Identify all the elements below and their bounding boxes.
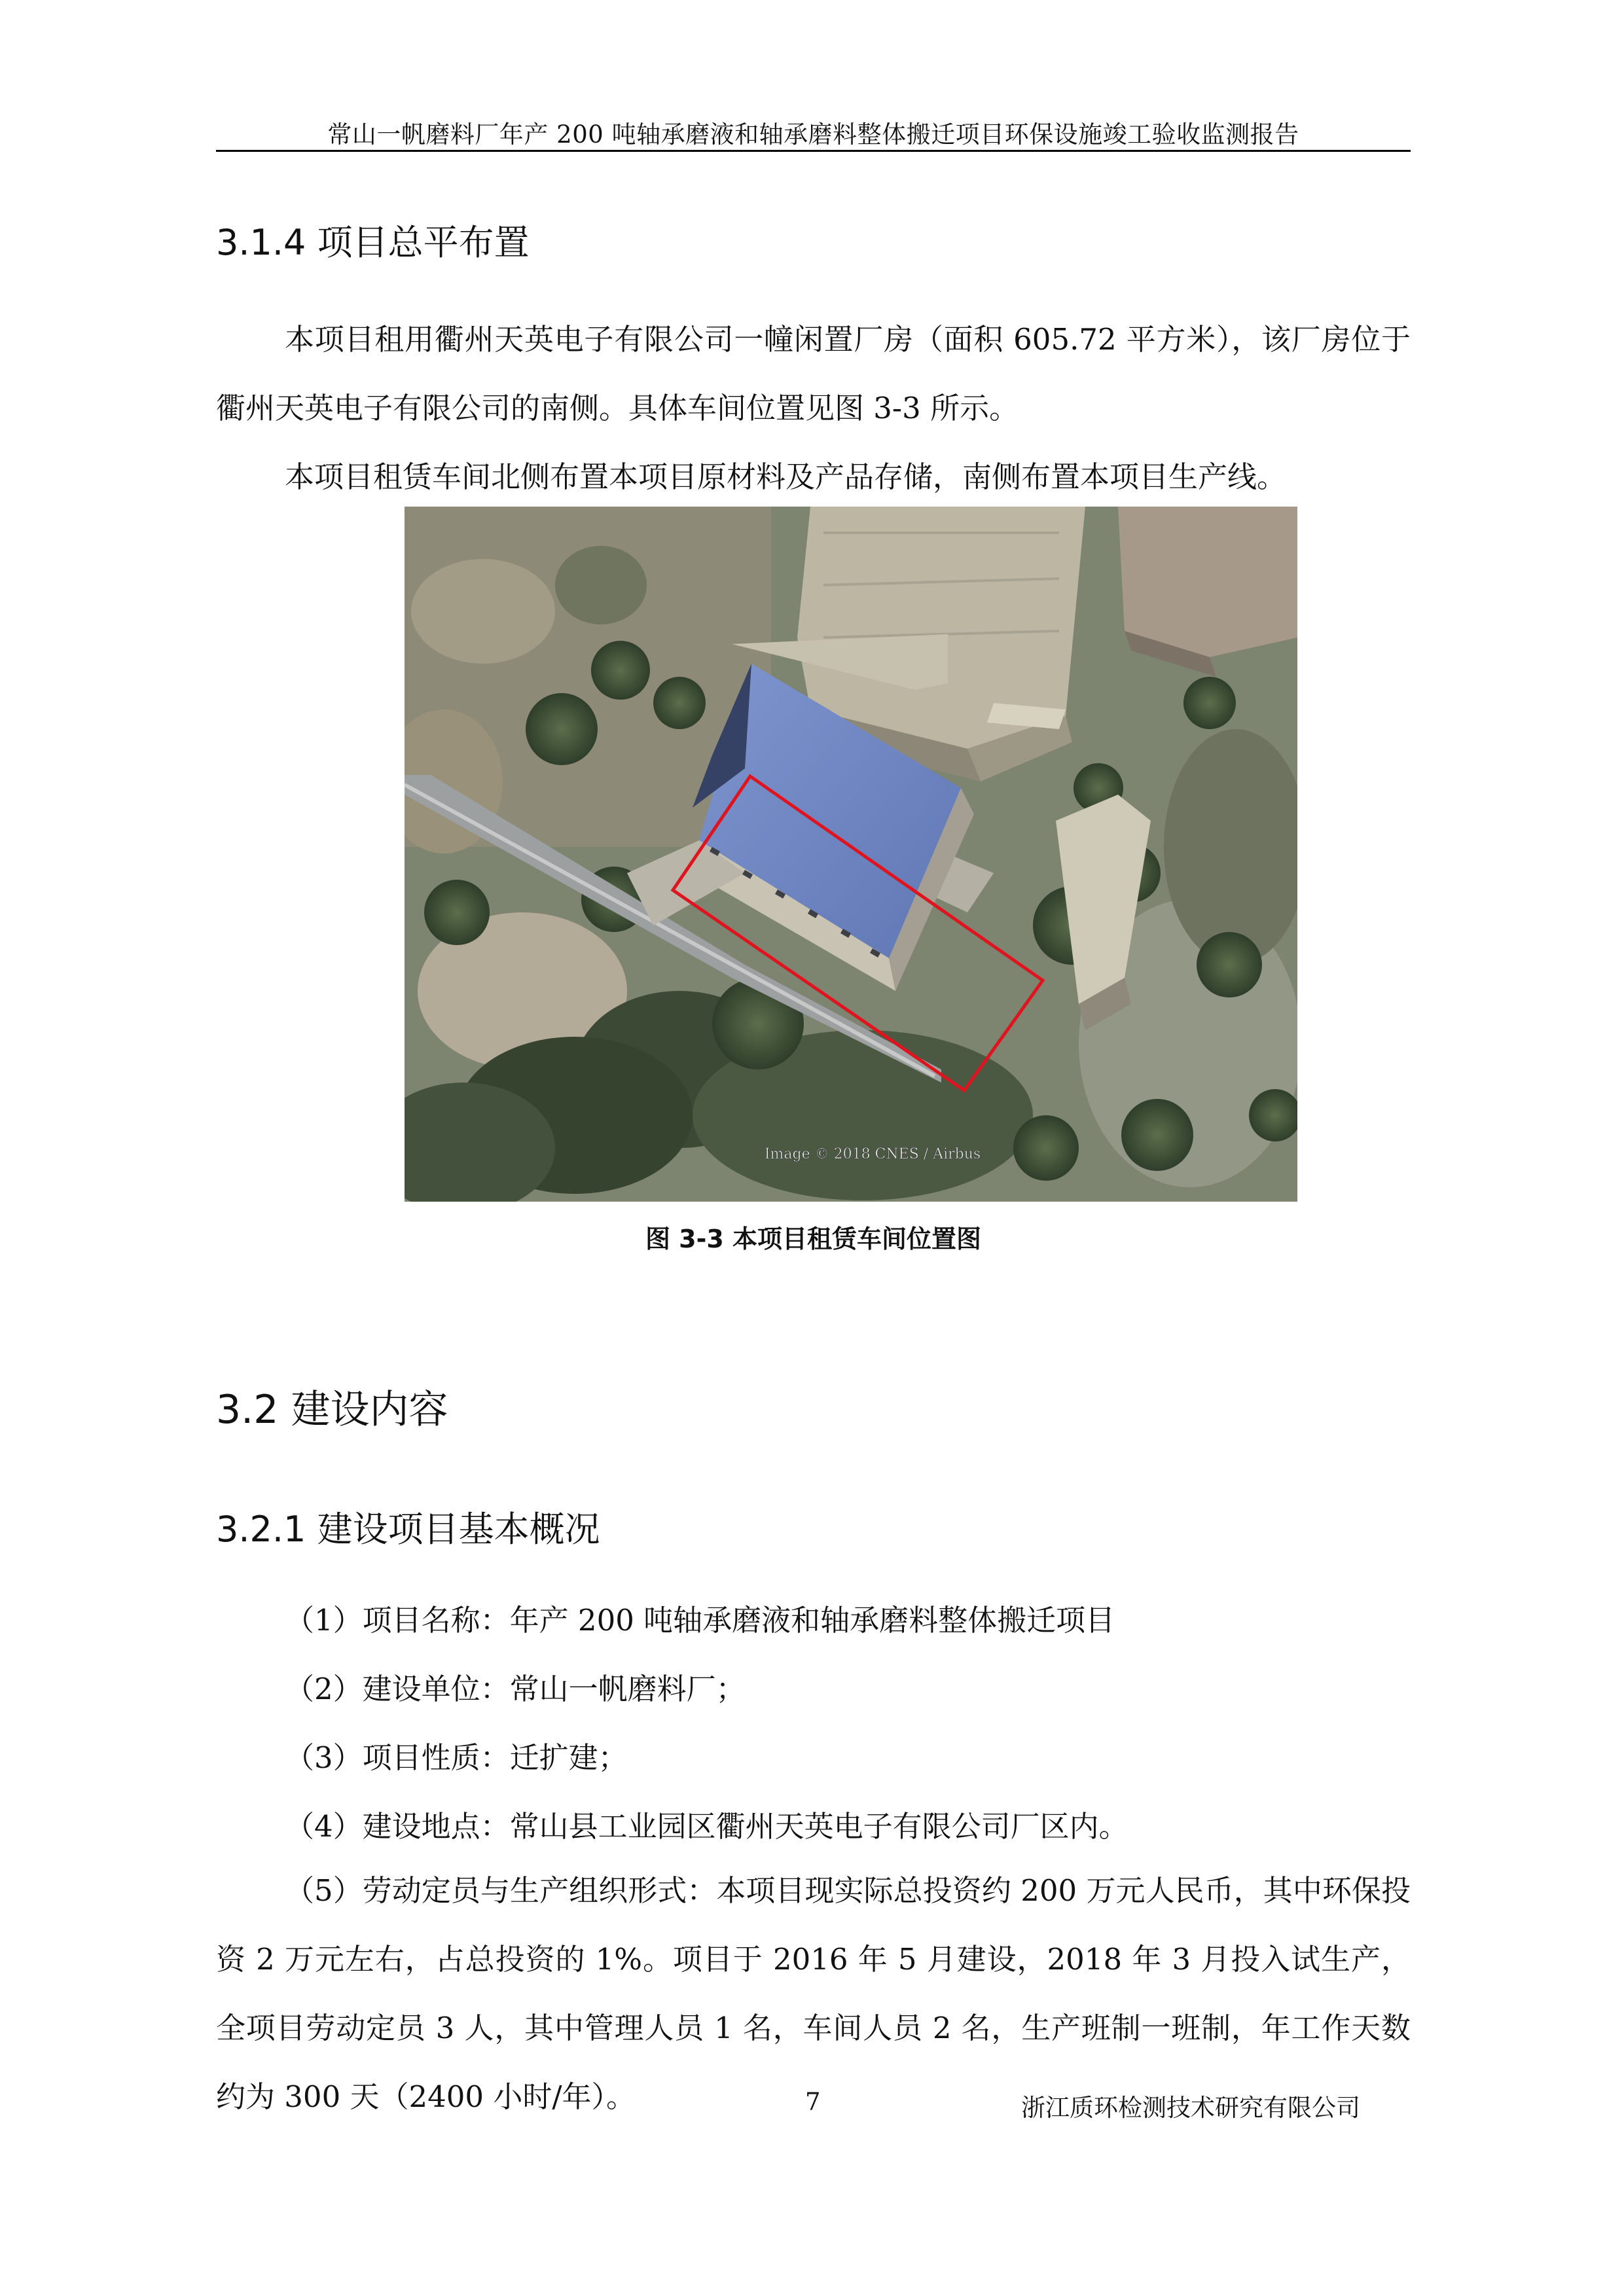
list-item-builder: （2）建设单位：常山一帆磨料厂；: [285, 1672, 746, 1706]
section-heading-3-1-4: 3.1.4 项目总平布置: [216, 222, 530, 263]
paragraph-layout-2: 本项目租赁车间北侧布置本项目原材料及产品存储，南侧布置本项目生产线。: [285, 459, 1287, 494]
list-item-nature: （3）项目性质：迁扩建；: [285, 1740, 628, 1775]
image-credit-watermark: Image © 2018 CNES / Airbus: [764, 1146, 981, 1162]
paragraph-layout-1: 本项目租用衢州天英电子有限公司一幢闲置厂房（面积 605.72 平方米），该厂房位于衢州天英电子有限公司的南侧。具体车间位置见图 3-3 所示。: [216, 322, 1411, 425]
list-item-staffing: （5）劳动定员与生产组织形式：本项目现实际总投资约 200 万元人民币，其中环保投资 2 万元左右，占总投资的 1%。项目于 2016 年 5 月建设，2018 年 3 月投入试生产，全项目劳动定员 3 人，其中管理人员 1 名，车间人员 2 名，生产班制一班制，年工作天数约为 300 天（2400 小时/年）。: [216, 1873, 1411, 2114]
list-item-location: （4）建设地点：常山县工业园区衢州天英电子有限公司厂区内。: [285, 1809, 1128, 1844]
satellite-image: [405, 507, 1297, 1202]
figure-caption: 图 3-3 本项目租赁车间位置图: [645, 1225, 982, 1253]
list-item-project-name: （1）项目名称：年产 200 吨轴承磨液和轴承磨料整体搬迁项目: [285, 1603, 1115, 1638]
header-rule: [216, 150, 1411, 152]
page-number: 7: [805, 2088, 821, 2116]
section-heading-3-2-1: 3.2.1 建设项目基本概况: [216, 1509, 600, 1550]
section-heading-3-2: 3.2 建设内容: [216, 1387, 448, 1433]
running-header: 常山一帆磨料厂年产 200 吨轴承磨液和轴承磨料整体搬迁项目环保设施竣工验收监测报告: [327, 120, 1299, 149]
footer-organization: 浙江质环检测技术研究有限公司: [1021, 2094, 1360, 2122]
